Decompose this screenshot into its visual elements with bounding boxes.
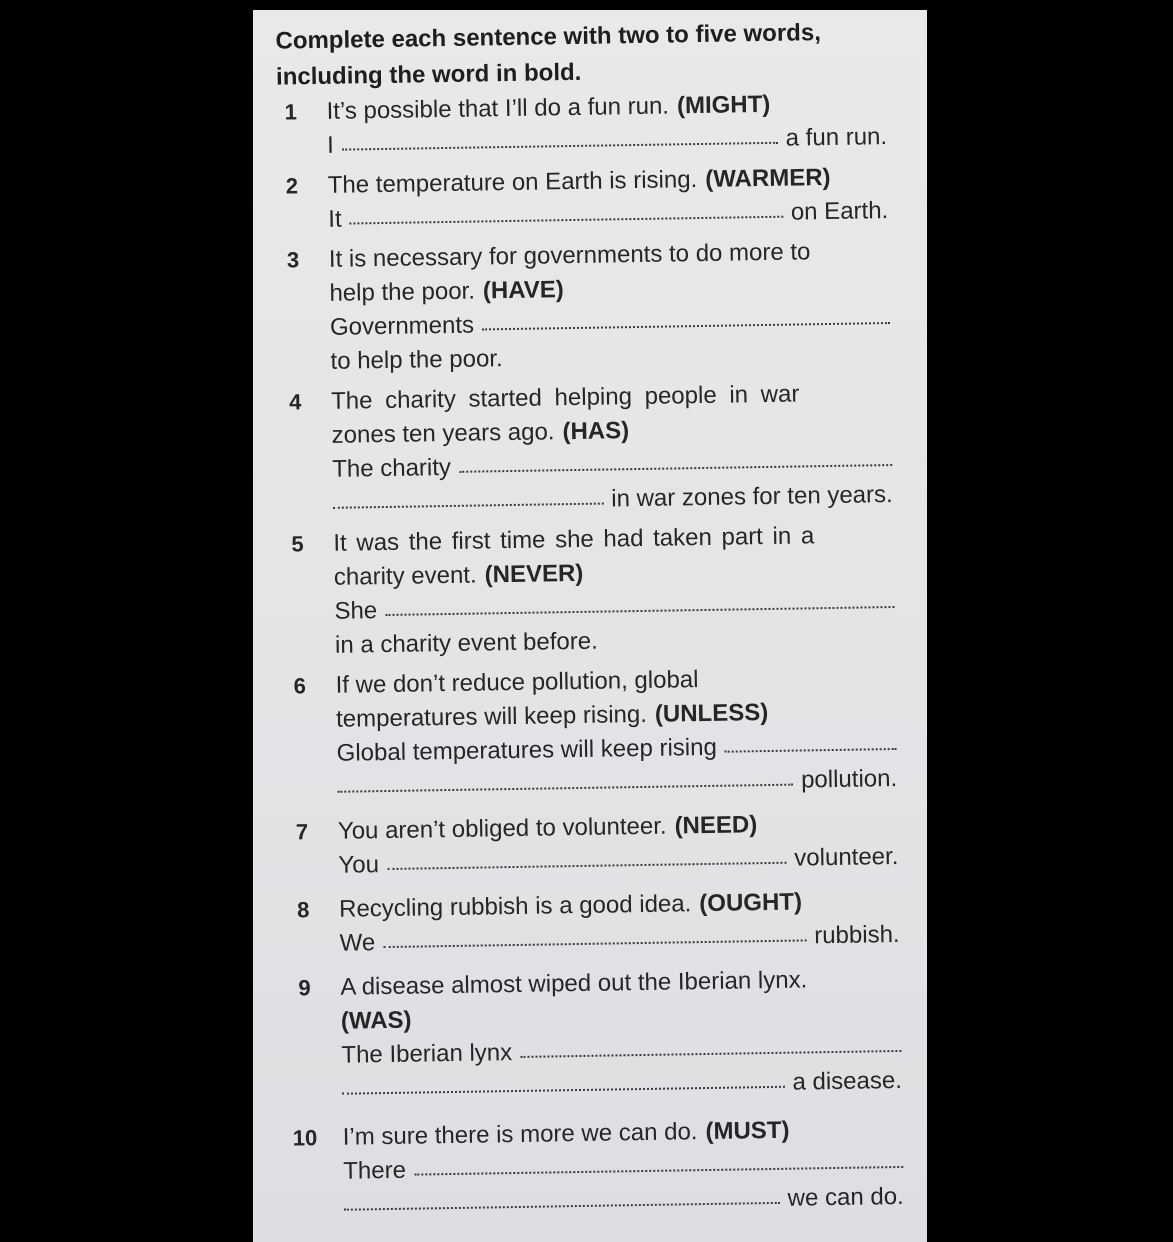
- keyword: (UNLESS): [654, 698, 769, 728]
- answer-start: You: [338, 851, 380, 879]
- original-sentence: It’s possible that I’ll do a fun run.: [326, 92, 670, 125]
- answer-blank[interactable]: [383, 939, 806, 948]
- answer-end: to help the poor.: [330, 345, 503, 375]
- worksheet-content: [253, 10, 927, 1242]
- original-sentence: A disease almost wiped out the Iberian lynx.: [340, 966, 808, 1001]
- answer-end: volunteer.: [794, 842, 899, 872]
- answer-start: The Iberian lynx: [341, 1039, 513, 1069]
- answer-start: There: [343, 1156, 407, 1185]
- original-sentence-cont: charity event.: [333, 561, 477, 591]
- answer-end: rubbish.: [814, 920, 900, 950]
- original-sentence-cont: temperatures will keep rising.: [335, 700, 648, 733]
- original-sentence: Recycling rubbish is a good idea.: [338, 890, 692, 923]
- item-number: 8: [296, 897, 310, 923]
- answer-end: in war zones for ten years.: [611, 481, 893, 513]
- keyword: (HAVE): [482, 276, 564, 305]
- answer-end: on Earth.: [790, 197, 889, 226]
- item-number: 6: [293, 673, 307, 699]
- original-sentence: I’m sure there is more we can do.: [342, 1118, 698, 1151]
- keyword: (WARMER): [705, 163, 831, 193]
- answer-end: a disease.: [792, 1066, 903, 1096]
- answer-blank[interactable]: [725, 748, 897, 753]
- answer-blank-cont[interactable]: [344, 1202, 780, 1211]
- answer-end: pollution.: [800, 764, 898, 794]
- answer-blank[interactable]: [342, 142, 778, 151]
- answer-blank-cont[interactable]: [333, 503, 604, 509]
- item-number: 1: [284, 99, 298, 125]
- answer-blank[interactable]: [387, 862, 786, 870]
- original-sentence: You aren’t obliged to volunteer.: [337, 812, 667, 845]
- answer-end: a fun run.: [785, 123, 888, 152]
- original-sentence: If we don’t reduce pollution, global: [335, 666, 699, 699]
- answer-blank[interactable]: [520, 1050, 901, 1058]
- exercise-item-8: [296, 884, 900, 957]
- item-number: 9: [298, 975, 311, 1001]
- keyword: (NEVER): [484, 559, 584, 589]
- answer-blank-cont[interactable]: [342, 1086, 785, 1095]
- original-sentence-cont: zones ten years ago.: [331, 418, 555, 449]
- original-sentence-cont: help the poor.: [329, 277, 476, 307]
- exercise-item-10: [292, 1112, 904, 1212]
- item-number: 3: [286, 247, 300, 273]
- original-sentence: The temperature on Earth is rising.: [327, 166, 698, 199]
- answer-start: Governments: [329, 311, 475, 341]
- answer-blank[interactable]: [459, 464, 892, 473]
- answer-start: I: [326, 131, 335, 159]
- keyword: (HAS): [562, 417, 630, 446]
- worksheet-page: [253, 10, 927, 1242]
- answer-end: we can do.: [787, 1182, 904, 1212]
- exercise-item-7: [295, 806, 899, 879]
- answer-start: It: [328, 205, 342, 233]
- original-sentence: It is necessary for governments to do more to: [328, 238, 811, 273]
- item-number: 10: [292, 1125, 318, 1151]
- answer-blank[interactable]: [350, 216, 783, 225]
- item-number: 4: [288, 389, 302, 415]
- item-number: 2: [285, 173, 299, 199]
- keyword: (OUGHT): [699, 888, 803, 918]
- answer-start: The charity: [332, 453, 452, 483]
- original-sentence: It was the first time she had taken part in a: [333, 522, 815, 557]
- answer-start: She: [334, 597, 378, 625]
- answer-blank[interactable]: [414, 1166, 903, 1176]
- answer-blank-cont[interactable]: [337, 784, 793, 793]
- keyword: (NEED): [674, 811, 758, 840]
- answer-end: in a charity event before.: [334, 627, 598, 659]
- item-number: 5: [291, 531, 304, 557]
- answer-blank[interactable]: [385, 606, 894, 616]
- instructions: Complete each sentence with two to five words, including the word in bold.: [275, 19, 822, 91]
- answer-start: We: [339, 929, 376, 957]
- answer-blank[interactable]: [482, 322, 890, 330]
- answer-start: Global temperatures will keep rising: [336, 733, 718, 767]
- exercise-item-9: [298, 962, 903, 1096]
- original-sentence: The charity started helping people in war: [330, 380, 800, 415]
- keyword: (MIGHT): [676, 90, 771, 120]
- keyword: (WAS): [340, 1006, 412, 1035]
- item-number: 7: [295, 819, 309, 845]
- keyword: (MUST): [705, 1116, 790, 1146]
